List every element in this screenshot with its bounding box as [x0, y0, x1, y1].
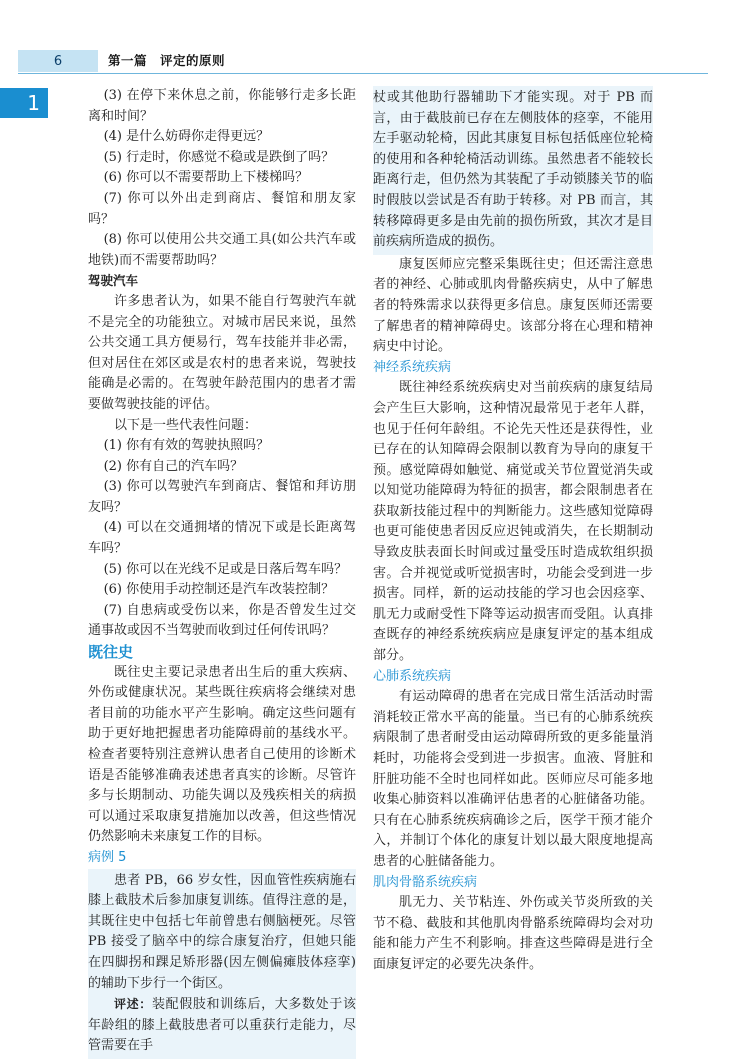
case-note — [88, 994, 356, 1057]
question-item: (3) 在停下来休息之前，你能够行走多长距离和时间？ — [88, 88, 356, 124]
question-item: (6) 你可以不需要帮助上下楼梯吗？ — [103, 170, 309, 186]
case-box-continued — [373, 86, 653, 255]
musculo-paragraph: 肌无力、关节粘连、外伤或关节炎所致的关节不稳、截肢和其他肌肉骨骼系统障碍均会对功能和能力产生不利影响。排查这些障碍是进行全面康复评定的必要先决条件。 — [373, 895, 653, 972]
question-item: (2) 你有自己的汽车吗？ — [103, 458, 244, 474]
page-header — [0, 50, 730, 74]
history-paragraph: 既往史主要记录患者出生后的重大疾病、外伤或健康状况。某些既往疾病将会继续对患者目前的功能水平产生影响。确定这些问题有助于更好地把握患者功能障碍前的基线水平。检查者要特别注意辨认患者自己使用的诊断术语是否能够准确表述患者真实的诊断。尽管许多与长期制动、功能失调以及残疾相关的病损可以通过采取康复措施加以改善，但这些情况仍然影响未来康复工作的目标。 — [88, 664, 356, 845]
neuro-paragraph: 既往神经系统疾病史对当前疾病的康复结局会产生巨大影响，这种情况最常见于老年人群，也见于任何年龄组。不论先天性还是获得性，业已存在的认知障碍会限制以教育为导向的康复干预。感觉障碍如触觉、痛觉或关节位置觉消失或以知觉功能障碍为特征的损害，都会限制患者在获取新技能过程中的判断能力。这些感知觉障碍也更可能使患者因反应迟钝或消失，在长期制动导致皮肤表面长时间或过量受压时造成软组织损害。合并视觉或听觉损害时，功能会受到进一步损害。同样，新的运动技能的学习也会因痉挛、肌无力或耐受性下降等运动损害而受阻。认真排查既存的神经系统疾病应是康复评定的基本组成部分。 — [373, 380, 653, 664]
driving-paragraph: 许多患者认为，如果不能自行驾驶汽车就不是完全的功能独立。对城市居民来说，虽然公共交通工具方便易行，驾车技能并非必需，但对居住在郊区或是农村的患者来说，驾驶技能确是必需的。在驾驶年龄范围内的患者才需要做驾驶技能的评估。 — [88, 293, 356, 412]
review-paragraph: 康复医师应完整采集既往史；但还需注意患者的神经、心肺或肌肉骨骼疾病史，从中了解患者的特殊需求以获得更多信息。康复医师还需要了解患者的精神障碍史。该部分将在心理和精神病史中讨论。 — [373, 256, 653, 355]
chapter-tab: 1 — [0, 88, 48, 118]
question-item: (3) 你可以驾驶汽车到商店、餐馆和拜访朋友吗？ — [88, 479, 356, 515]
driving-intro: 以下是一些代表性问题： — [114, 417, 258, 433]
case-continued-paragraph: 杖或其他助行器辅助下才能实现。对于 PB 而言，由于截肢前已存在左侧肢体的痉挛，不能用左手驱动轮椅，因此其康复目标包括低座位轮椅的使用和各种轮椅活动训练。虽然患者不能较长距离行走，但仍然为其装配了手动锁膝关节的临时假肢以尝试是否有助于转移。对 PB 而言，其转移障碍更多是由先前的损伤所致，其次才是目前疾病所造成的损伤。 — [373, 90, 653, 250]
right-column — [373, 86, 653, 976]
cardio-paragraph: 有运动障碍的患者在完成日常生活活动时需消耗较正常水平高的能量。当已有的心肺系统疾病限制了患者耐受由运动障碍所致的更多能量消耗时，功能将会受到进一步损害。血液、肾脏和肝脏功能不全时也同样如此。医师应尽可能多地收集心肺资料以准确评估患者的心脏储备功能。只有在心肺系统疾病确诊之后，医学干预才能介入，并制订个体化的康复计划以最大限度地提高患者的心脏储备能力。 — [373, 689, 653, 869]
note-label: 评述： — [114, 997, 152, 1012]
question-item: (8) 你可以使用公共交通工具(如公共汽车或地铁)而不需要帮助吗？ — [88, 232, 356, 268]
question-item: (6) 你使用手动控制还是汽车改装控制？ — [103, 582, 335, 598]
question-item: (7) 自患病或受伤以来，你是否曾发生过交通事故或因不当驾驶而收到过任何传讯吗？ — [88, 602, 356, 639]
header-rule — [18, 73, 708, 74]
musculo-heading: 肌肉骨骼系统疾病 — [373, 874, 478, 890]
question-item: (5) 行走时，你感觉不稳或是跌倒了吗？ — [103, 149, 335, 165]
neuro-heading: 神经系统疾病 — [373, 359, 452, 375]
left-column — [88, 86, 356, 1059]
question-item: (4) 可以在交通拥堵的情况下或是长距离驾车吗？ — [88, 520, 356, 557]
driving-heading: 驾驶汽车 — [88, 273, 139, 289]
case-paragraph: 患者 PB，66 岁女性，因血管性疾病施右膝上截肢术后参加康复训练。值得注意的是，其既往史中包括七年前曾患右侧脑梗死。尽管 PB 接受了脑卒中的综合康复治疗，但她只能在四脚拐和踝足矫形器(因左侧偏瘫肢体痉挛)的辅助下步行一个街区。 — [88, 872, 356, 991]
question-item: (5) 你可以在光线不足或是日落后驾车吗？ — [103, 561, 348, 577]
case-heading: 病例 5 — [88, 849, 127, 865]
running-title: 第一篇 评定的原则 — [108, 53, 226, 68]
cardio-heading: 心肺系统疾病 — [373, 668, 452, 684]
question-item: (1) 你有有效的驾驶执照吗？ — [103, 438, 270, 454]
note-text: 装配假肢和训练后，大多数处于该年龄组的膝上截肢患者可以重获行走能力，尽管需要在手 — [88, 997, 356, 1054]
question-item: (7) 你可以外出走到商店、餐馆和朋友家吗？ — [88, 190, 356, 227]
question-item: (4) 是什么妨碍你走得更远？ — [103, 129, 270, 145]
case-box — [88, 869, 356, 1059]
section-heading-history: 既往史 — [88, 643, 134, 662]
page-number: 6 — [18, 50, 98, 72]
